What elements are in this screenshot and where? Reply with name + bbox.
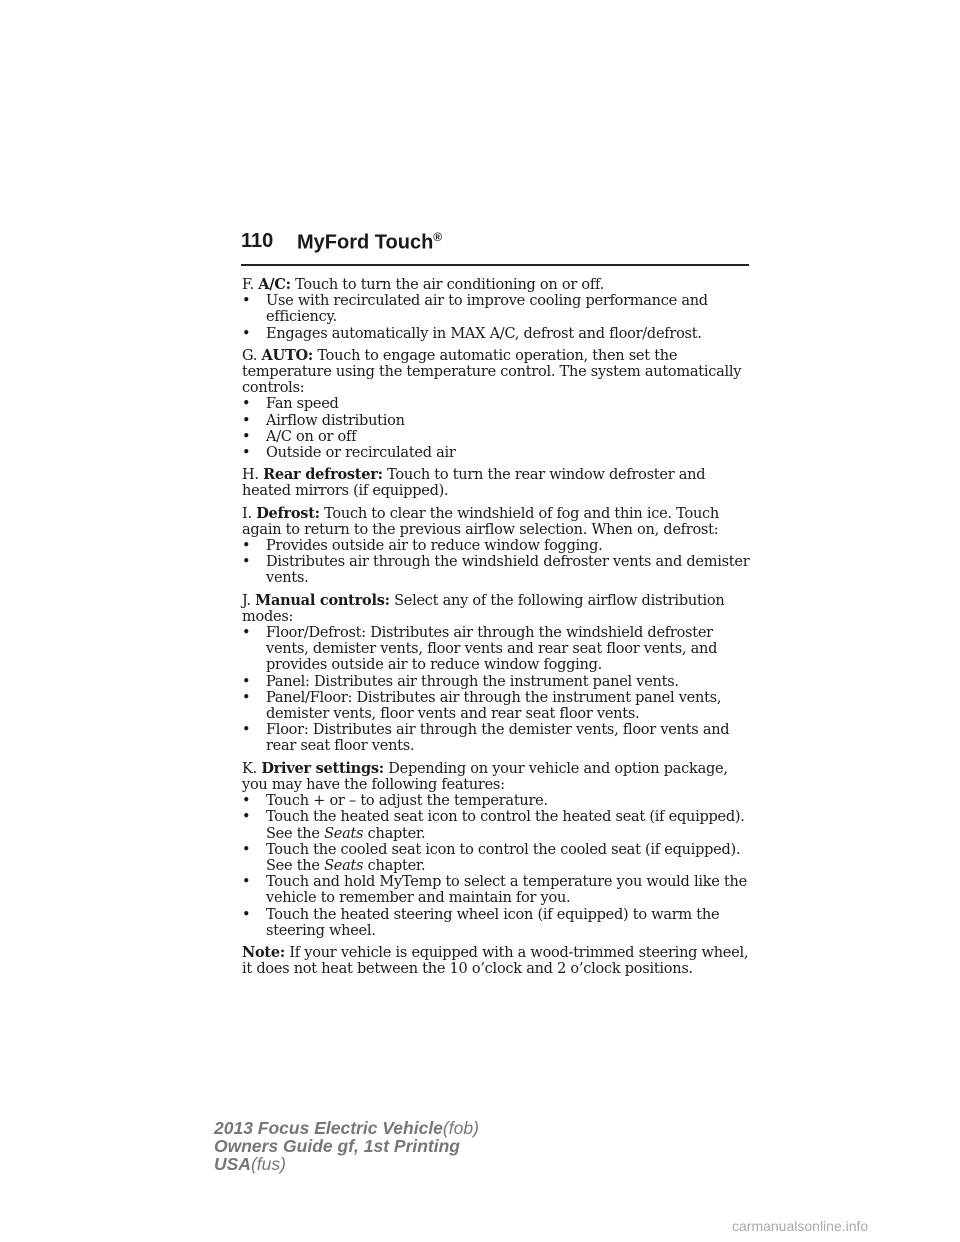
bullet-icon: • [242, 396, 251, 413]
footer-line-3 [214, 1155, 479, 1173]
watermark-text: carmanualsonline.info [732, 1218, 869, 1234]
bullet-item [242, 722, 752, 754]
bullet-icon: • [242, 722, 251, 739]
section-letter: F. [242, 277, 254, 293]
bullet-item [242, 396, 752, 412]
section-label: AUTO: [261, 346, 313, 364]
section-label: Driver settings: [261, 759, 384, 777]
bullet-icon: • [242, 841, 251, 858]
bullet-text: Engages automatically in MAX A/C, defrost and floor/defrost. [266, 325, 702, 342]
section-label: Note: [242, 943, 285, 961]
section-paragraph [242, 593, 752, 625]
section-text: Touch to turn the rear window defroster and heated mirrors (if equipped). [242, 467, 706, 500]
bullet-text-part: Touch the cooled seat icon to control the cooled seat (if equipped). See the [266, 841, 741, 874]
bullet-icon: • [242, 689, 251, 706]
bullet-item [242, 538, 752, 554]
bullet-icon: • [242, 874, 251, 891]
section-text: Depending on your vehicle and option package, you may have the following features: [242, 760, 728, 793]
bullet-text: Fan speed [266, 396, 339, 413]
bullet-text: Use with recirculated air to improve cooling performance and efficiency. [266, 293, 708, 326]
bullet-icon: • [242, 412, 251, 429]
bullet-text: Outside or recirculated air [266, 445, 456, 462]
bullet-text: Panel: Distributes air through the instrument panel vents. [266, 673, 679, 690]
bullet-text-part: chapter. [363, 825, 426, 842]
bullet-item [242, 445, 752, 461]
bullet-icon: • [242, 625, 251, 642]
bullet-text: Floor/Defrost: Distributes air through the windshield defroster vents, demister vents, floor vents and rear seat floor vents, and provides outside air to reduce window fogging. [266, 625, 718, 674]
section-text: Touch to turn the air conditioning on or off. [295, 277, 604, 293]
section-label: Defrost: [256, 504, 320, 522]
bullet-item [242, 625, 752, 674]
bullet-text-part: Seats [324, 825, 364, 842]
section-paragraph [242, 277, 752, 293]
section-label: Manual controls: [255, 591, 390, 609]
page-number: 110 [241, 230, 274, 252]
footer-region: USA [214, 1154, 251, 1174]
bullet-text: Touch the heated steering wheel icon (if equipped) to warm the steering wheel. [266, 906, 720, 939]
bullet-text: Panel/Floor: Distributes air through the instrument panel vents, demister vents, floor vents and rear seat floor vents. [266, 689, 722, 723]
section-label: A/C: [258, 276, 291, 293]
section [242, 593, 752, 755]
bullet-icon: • [242, 538, 251, 555]
bullet-item [242, 554, 752, 586]
section-paragraph [242, 506, 752, 538]
bullet-item [242, 809, 752, 841]
section-paragraph [242, 945, 752, 977]
bullet-icon: • [242, 793, 251, 810]
page-header [241, 228, 749, 266]
section [242, 506, 752, 587]
document-footer [214, 1119, 479, 1173]
bullet-text-part: chapter. [363, 857, 426, 874]
section [242, 277, 752, 342]
chapter-title-text: MyFord Touch [297, 231, 434, 254]
bullet-icon: • [242, 906, 251, 923]
bullet-icon: • [242, 673, 251, 690]
section-text: Select any of the following airflow distribution modes: [242, 592, 725, 625]
bullet-item [242, 413, 752, 429]
bullet-item [242, 842, 752, 874]
bullet-icon: • [242, 293, 251, 310]
bullet-item [242, 674, 752, 690]
bullet-icon: • [242, 325, 251, 342]
page-content [242, 277, 752, 977]
bullet-text: A/C on or off [266, 428, 357, 445]
section-text: Touch to clear the windshield of fog and thin ice. Touch again to return to the previous airflow selection. When on, defrost: [242, 505, 719, 538]
bullet-item [242, 429, 752, 445]
bullet-text-part: Touch the heated seat icon to control the heated seat (if equipped). See the [266, 809, 745, 842]
bullet-text: Airflow distribution [266, 412, 405, 429]
chapter-title [297, 230, 442, 255]
bullet-icon: • [242, 428, 251, 445]
section-letter: K. [242, 760, 257, 777]
footer-region-code: (fus) [250, 1154, 286, 1174]
bullet-icon: • [242, 554, 251, 571]
bullet-item [242, 874, 752, 906]
bullet-text: Floor: Distributes air through the demister vents, floor vents and rear seat floor vents. [266, 722, 730, 755]
bullet-item [242, 326, 752, 342]
section-text: If your vehicle is equipped with a wood-trimmed steering wheel, it does not heat between the 10 o’clock and 2 o’clock positions. [242, 944, 749, 978]
section-paragraph [242, 348, 752, 397]
section-letter: I. [242, 505, 252, 522]
bullet-item [242, 793, 752, 809]
section-label: Rear defroster: [263, 466, 383, 484]
footer-line-1 [214, 1119, 479, 1137]
section [242, 945, 752, 977]
bullet-text-part: Seats [324, 857, 364, 874]
section [242, 761, 752, 939]
section-letter: G. [242, 347, 258, 364]
section-letter: J. [242, 592, 251, 609]
footer-vehicle-code: (fob) [442, 1118, 479, 1138]
registered-mark: ® [433, 230, 443, 244]
bullet-text: Touch and hold MyTemp to select a temperature you would like the vehicle to remember and maintain for you. [266, 874, 747, 907]
section [242, 348, 752, 461]
footer-line-2: Owners Guide gf, 1st Printing [214, 1136, 460, 1156]
section-text: Touch to engage automatic operation, then set the temperature using the temperature control. The system automatically controls: [242, 347, 742, 397]
footer-vehicle: 2013 Focus Electric Vehicle [214, 1118, 443, 1138]
section [242, 467, 752, 499]
bullet-icon: • [242, 809, 251, 826]
bullet-text: Distributes air through the windshield defroster vents and demister vents. [266, 554, 750, 587]
bullet-text: Touch + or – to adjust the temperature. [266, 793, 548, 810]
section-paragraph [242, 761, 752, 793]
bullet-item [242, 293, 752, 325]
bullet-item [242, 907, 752, 939]
section-letter: H. [242, 467, 259, 484]
section-paragraph [242, 467, 752, 499]
bullet-text: Provides outside air to reduce window fogging. [266, 538, 603, 555]
bullet-item [242, 690, 752, 722]
bullet-icon: • [242, 445, 251, 462]
